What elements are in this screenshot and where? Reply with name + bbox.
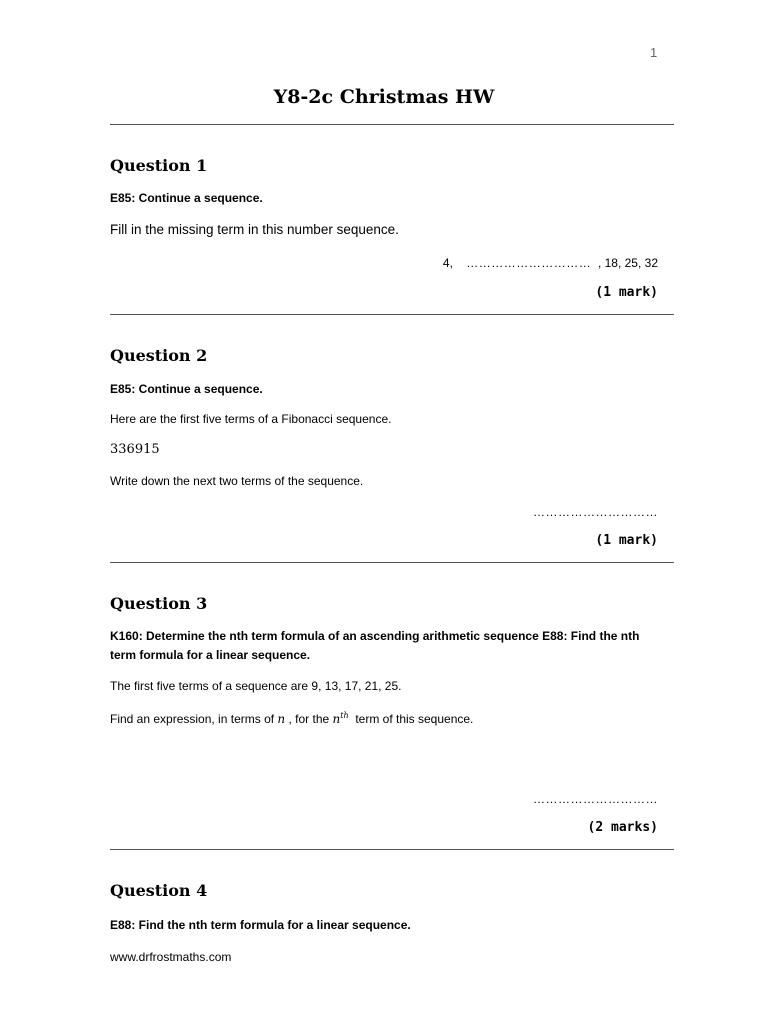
question-3-objective: K160: Determine the nth term formula of an ascending arithmetic sequence E88: Find the nth term formula for a linear sequence.	[110, 629, 640, 662]
question-2-divider	[110, 562, 674, 563]
question-1-divider	[110, 314, 674, 315]
instruction-part2: , for the	[288, 712, 330, 726]
question-1-objective: E85: Continue a sequence.	[110, 191, 263, 205]
question-3-divider	[110, 849, 674, 850]
question-1-text: Fill in the missing term in this number sequence.	[110, 222, 399, 237]
question-2-marks: (1 mark)	[595, 533, 658, 548]
question-1-marks: (1 mark)	[595, 285, 658, 300]
sequence-end: , 18, 25, 32	[597, 256, 658, 270]
document-title: Y8-2c Christmas HW	[273, 86, 495, 108]
question-2-answer-blank: …………………………	[533, 505, 658, 519]
instruction-part1: Find an expression, in terms of	[110, 712, 275, 726]
question-3-marks: (2 marks)	[587, 820, 658, 835]
superscript-th: th	[340, 711, 349, 720]
question-1-heading: Question 1	[110, 156, 208, 175]
question-2-heading: Question 2	[110, 346, 208, 365]
title-divider	[110, 124, 674, 125]
question-2-terms: 336915	[110, 442, 160, 457]
question-3-answer-blank: …………………………	[533, 792, 658, 806]
math-variable-nth: n	[332, 712, 341, 726]
sequence-start: 4,	[442, 256, 453, 270]
sequence-blank: …………………………	[466, 256, 592, 270]
question-2-instruction: Write down the next two terms of the sequence.	[110, 474, 364, 488]
footer-website: www.drfrostmaths.com	[110, 950, 232, 964]
question-1-sequence	[443, 256, 658, 270]
math-variable-n: n	[277, 712, 286, 726]
page-number: 1	[650, 45, 658, 60]
question-4-heading: Question 4	[110, 881, 208, 900]
question-3-text: The first five terms of a sequence are 9, 13, 17, 21, 25.	[110, 679, 402, 693]
question-2-objective: E85: Continue a sequence.	[110, 382, 263, 396]
question-3-heading: Question 3	[110, 594, 208, 613]
instruction-part3: term of this sequence.	[355, 712, 474, 726]
question-4-objective: E88: Find the nth term formula for a linear sequence.	[110, 918, 411, 932]
question-3-instruction	[110, 711, 473, 726]
question-2-text: Here are the first five terms of a Fibonacci sequence.	[110, 412, 392, 426]
